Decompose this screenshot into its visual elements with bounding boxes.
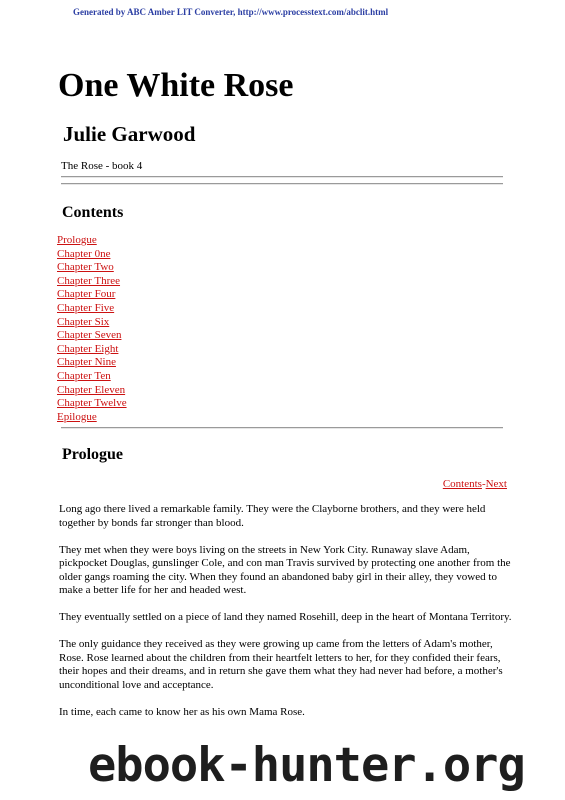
author-name: Julie Garwood xyxy=(63,122,196,146)
paragraph: In time, each came to know her as his own Mama Rose. xyxy=(59,705,305,718)
divider xyxy=(61,176,503,178)
generator-note: Generated by ABC Amber LIT Converter, http://www.processtext.com/abclit.html xyxy=(73,7,389,17)
chapter-heading: Prologue xyxy=(62,446,124,463)
series-label: The Rose - book 4 xyxy=(61,160,143,172)
toc-item[interactable] xyxy=(57,411,127,425)
paragraph: Long ago there lived a remarkable family. They were the Clayborne brothers, and they were held together by bonds far stronger than blood. xyxy=(59,503,486,529)
toc-link-chapter-one[interactable]: Chapter 0ne xyxy=(57,247,111,260)
next-link[interactable]: Next xyxy=(485,478,507,490)
toc-link-chapter-eleven[interactable]: Chapter Eleven xyxy=(57,383,126,396)
toc-item[interactable] xyxy=(57,248,127,262)
toc-link-epilogue[interactable]: Epilogue xyxy=(57,410,97,423)
toc-item[interactable] xyxy=(57,343,127,357)
toc-link-chapter-ten[interactable]: Chapter Ten xyxy=(57,369,111,382)
toc-link-chapter-four[interactable]: Chapter Four xyxy=(57,288,116,301)
toc-item[interactable] xyxy=(57,275,127,289)
toc-link-chapter-five[interactable]: Chapter Five xyxy=(57,301,115,314)
book-title: One White Rose xyxy=(58,67,294,104)
toc-item[interactable] xyxy=(57,316,127,330)
paragraph: They met when they were boys living on the streets in New York City. Runaway slave Adam, pickpocket Douglas, gunslinger Cole, and con man Travis survived by protecting one another from the older gangs roaming the city. When they found an abandoned baby girl in their alley, they vowed to make a better life for her and headed west. xyxy=(59,543,511,596)
toc-link-chapter-six[interactable]: Chapter Six xyxy=(57,315,110,328)
toc-link-chapter-eight[interactable]: Chapter Eight xyxy=(57,342,119,355)
paragraph: They eventually settled on a piece of land they named Rosehill, deep in the heart of Montana Territory. xyxy=(59,611,512,623)
table-of-contents xyxy=(57,234,127,424)
toc-item[interactable] xyxy=(57,397,127,411)
toc-link-prologue[interactable]: Prologue xyxy=(57,234,97,246)
toc-link-chapter-three[interactable]: Chapter Three xyxy=(57,274,121,287)
divider xyxy=(61,427,503,429)
chapter-body xyxy=(59,503,514,733)
toc-item[interactable] xyxy=(57,234,127,248)
toc-link-chapter-nine[interactable]: Chapter Nine xyxy=(57,356,116,369)
nav-separator: - xyxy=(481,478,486,490)
contents-link[interactable]: Contents xyxy=(442,478,482,490)
toc-link-chapter-twelve[interactable]: Chapter Twelve xyxy=(57,397,127,410)
toc-link-chapter-two[interactable]: Chapter Two xyxy=(57,261,114,274)
toc-item[interactable] xyxy=(57,261,127,275)
watermark: ebook-hunter.org xyxy=(88,738,525,793)
contents-heading: Contents xyxy=(62,204,124,221)
toc-item[interactable] xyxy=(57,329,127,343)
toc-item[interactable] xyxy=(57,384,127,398)
toc-link-chapter-seven[interactable]: Chapter Seven xyxy=(57,329,122,342)
divider xyxy=(61,183,503,185)
paragraph: The only guidance they received as they were growing up came from the letters of Adam's mother, Rose. Rose learned about the children from their heartfelt letters to her, for they confided their fears, their hopes and their dreams, and in return she gave them what they had never had before, a mother's unconditional love and acceptance. xyxy=(59,638,503,691)
toc-item[interactable] xyxy=(57,302,127,316)
chapter-navigation xyxy=(443,477,507,491)
toc-item[interactable] xyxy=(57,288,127,302)
toc-item[interactable] xyxy=(57,356,127,370)
toc-item[interactable] xyxy=(57,370,127,384)
